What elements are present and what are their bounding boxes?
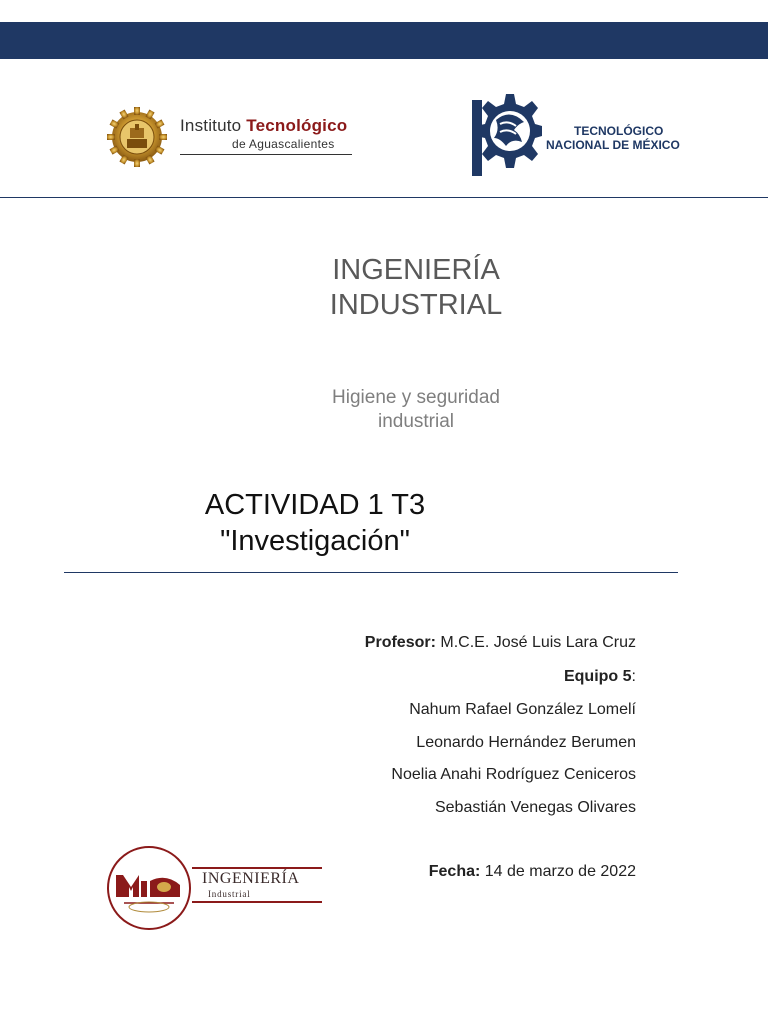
ita-logo (106, 106, 366, 168)
subject-title (284, 386, 548, 434)
ita-name (180, 116, 347, 136)
mid-divider (64, 572, 678, 573)
tecnm-line1: TECNOLÓGICO (574, 124, 664, 138)
activity-subtitle: "Investigación" (220, 525, 410, 557)
tecnm-logo (470, 90, 685, 182)
team-member: Noelia Anahi Rodríguez Ceniceros (391, 766, 636, 783)
ingenieria-seal-icon (106, 845, 192, 931)
ita-seal-icon (106, 106, 168, 168)
date-line (429, 863, 636, 881)
team-member: Leonardo Hernández Berumen (416, 734, 636, 751)
ingenieria-industrial-logo (106, 845, 326, 931)
date-value: 14 de marzo de 2022 (484, 863, 636, 880)
professor-line (365, 634, 636, 652)
date-label: Fecha: (428, 863, 481, 880)
ita-underline (180, 154, 352, 155)
team-label: Equipo 5 (563, 668, 632, 685)
career-line2: INDUSTRIAL (329, 289, 503, 321)
professor-label: Profesor: (364, 634, 436, 651)
team-line (564, 668, 636, 686)
subject-line1: Higiene y seguridad (332, 387, 500, 408)
team-member: Nahum Rafael González Lomelí (409, 701, 636, 718)
tecnm-line2: NACIONAL DE MÉXICO (546, 138, 680, 152)
ita-name-plain: Instituto (180, 116, 242, 135)
ingenieria-logo-word: INGENIERÍA (202, 870, 300, 887)
top-divider (0, 197, 768, 198)
team-member: Sebastián Venegas Olivares (434, 799, 636, 816)
ingenieria-logo-bottom-bar (192, 901, 322, 903)
career-line1: INGENIERÍA (332, 254, 500, 286)
header-bar (0, 22, 768, 59)
career-title (284, 253, 548, 323)
ingenieria-logo-top-bar (192, 867, 322, 869)
tecnm-gear-icon (470, 90, 542, 182)
activity-title: ACTIVIDAD 1 T3 (204, 489, 426, 521)
ingenieria-logo-sub: Industrial (208, 889, 251, 899)
ita-campus: de Aguascalientes (232, 137, 335, 151)
team-suffix: : (631, 668, 636, 685)
activity-heading (160, 487, 470, 559)
subject-line2: industrial (377, 411, 455, 432)
professor-name: M.C.E. José Luis Lara Cruz (440, 634, 636, 651)
ita-name-strong: Tecnológico (246, 116, 348, 135)
